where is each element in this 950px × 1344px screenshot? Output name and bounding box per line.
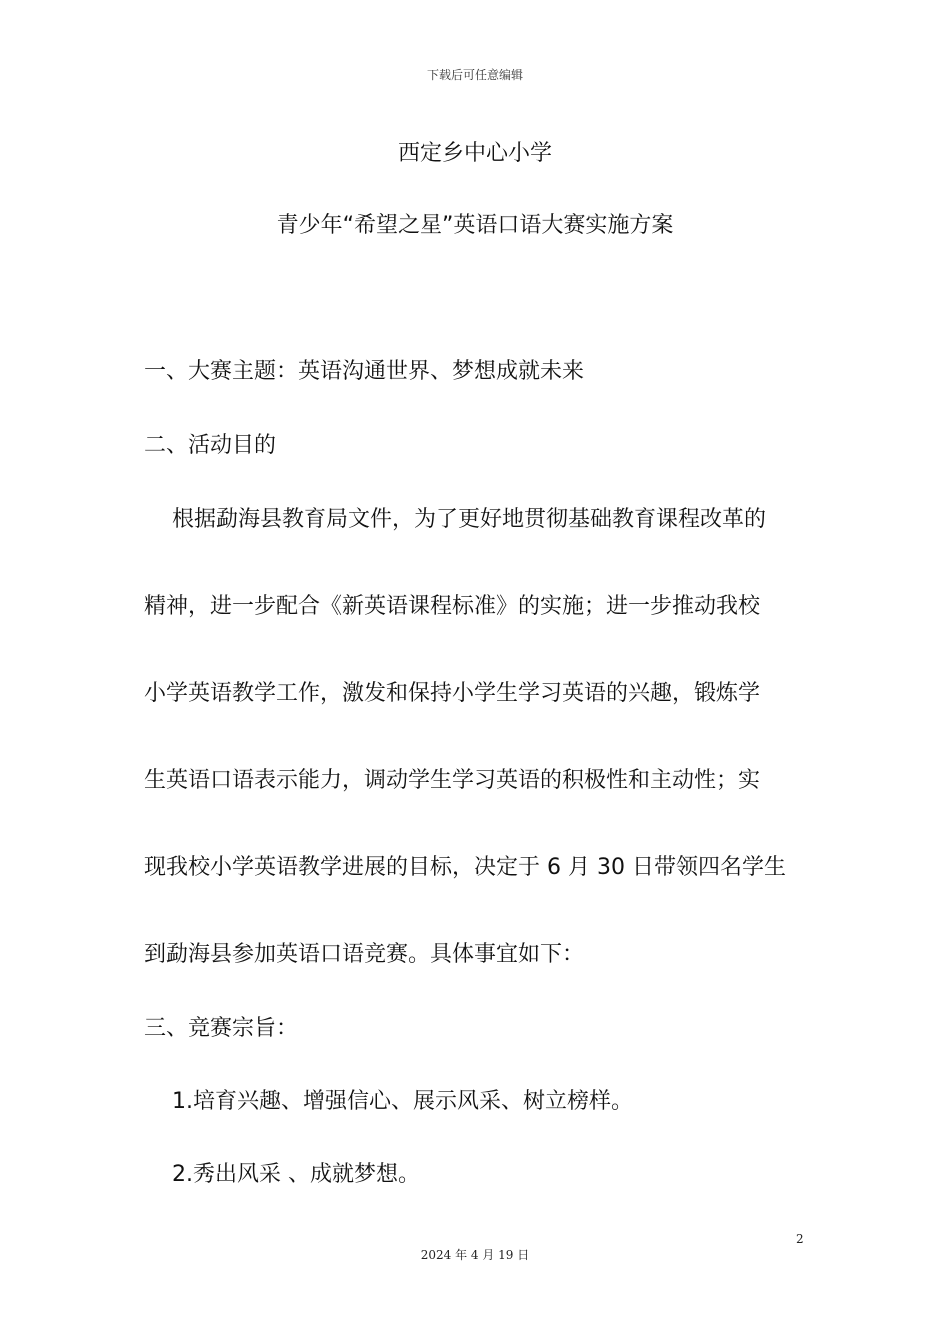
paragraph-line: 小学英语教学工作，激发和保持小学生学习英语的兴趣，锻炼学 [144, 681, 761, 706]
section-2-heading: 二、活动目的 [144, 433, 277, 458]
document-title-event: 青少年“希望之星”英语口语大赛实施方案 [276, 213, 674, 238]
section-1-theme: 一、大赛主题：英语沟通世界、梦想成就未来 [144, 359, 585, 384]
paragraph-line: 到勐海县参加英语口语竞赛。具体事宜如下： [144, 942, 585, 967]
page-number: 2 [796, 1232, 804, 1246]
paragraph-line: 根据勐海县教育局文件，为了更好地贯彻基础教育课程改革的 [172, 507, 767, 532]
paragraph-line: 现我校小学英语教学进展的目标，决定于 6 月 30 日带领四名学生 [144, 855, 786, 880]
section-3-item: 2.秀出风采 、成就梦想。 [172, 1162, 420, 1187]
page-header: 下载后可任意编辑 [426, 68, 523, 82]
section-3-item: 1.培育兴趣、增强信心、展示风采、树立榜样。 [172, 1089, 633, 1114]
paragraph-line: 精神，进一步配合《新英语课程标准》的实施；进一步推动我校 [144, 594, 761, 619]
paragraph-line: 生英语口语表示能力，调动学生学习英语的积极性和主动性；实 [144, 768, 761, 793]
footer-date: 2024 年 4 月 19 日 [420, 1248, 530, 1262]
section-3-heading: 三、竞赛宗旨： [144, 1016, 299, 1041]
document-title-school: 西定乡中心小学 [397, 141, 552, 166]
